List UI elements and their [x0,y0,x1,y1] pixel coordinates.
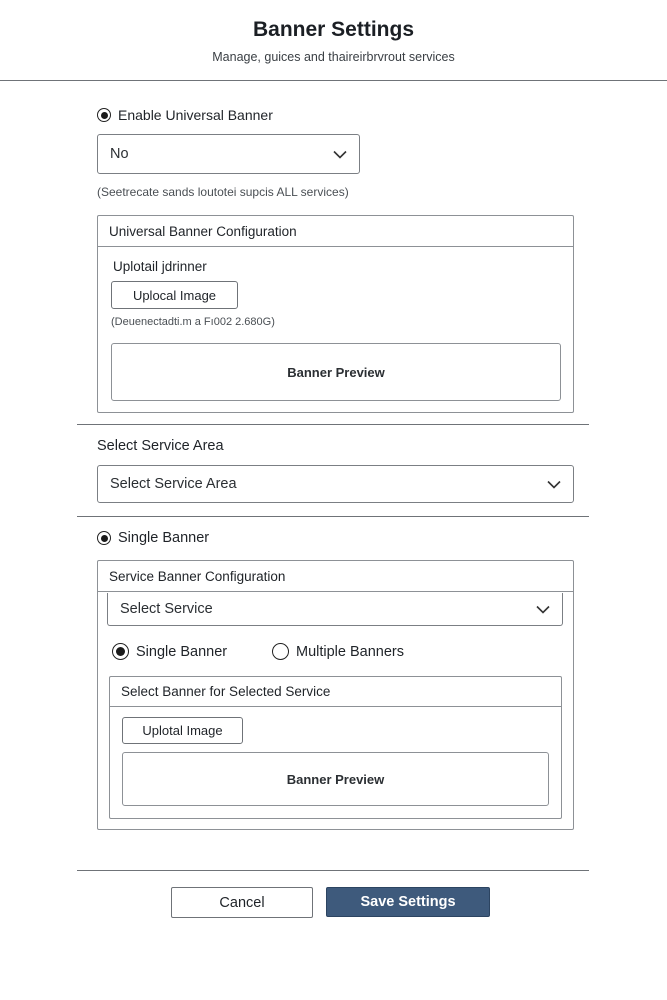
service-area-select-value: Select Service Area [110,476,237,492]
service-upload-image-button[interactable]: Uplotal Image [122,717,243,744]
service-select[interactable] [107,593,563,626]
service-config-panel-title: Service Banner Configuration [98,561,573,592]
universal-banner-select-value: No [110,146,129,162]
service-banner-preview: Banner Preview [122,752,549,806]
footer-divider [77,870,589,871]
page-subtitle: Manage, guices and thaireirbrvrout services [212,50,455,64]
universal-banner-radio-label: Enable Universal Banner [118,107,273,123]
cancel-button[interactable]: Cancel [171,887,313,918]
single-banner-radio-label: Single Banner [118,530,210,546]
option-multiple-banners[interactable] [272,643,404,660]
single-banner-radio[interactable] [97,530,209,546]
service-select-value: Select Service [120,601,213,617]
radio-selected-icon[interactable] [97,108,111,122]
option-multiple-banners-label: Multiple Banners [296,643,404,660]
header-divider [0,80,667,81]
chevron-down-icon [536,605,550,614]
service-area-select[interactable] [97,465,574,503]
chevron-down-icon [547,480,561,489]
radio-unselected-icon[interactable] [272,643,289,660]
chevron-down-icon [333,150,347,159]
radio-selected-icon[interactable] [112,643,129,660]
section-divider [77,516,589,517]
universal-file-hint: (Deuenectadti.m a Fı002 2.680G) [111,316,275,328]
universal-upload-image-button[interactable]: Uplocal Image [111,281,238,309]
universal-banner-select[interactable] [97,134,360,174]
selected-service-panel-title: Select Banner for Selected Service [110,677,561,707]
universal-banner-hint: (Seetrecate sands loutotei supcis ALL services) [97,185,349,199]
option-single-banner[interactable] [112,643,227,660]
section-divider [77,424,589,425]
service-area-label: Select Service Area [97,438,224,454]
universal-banner-preview: Banner Preview [111,343,561,401]
save-settings-button[interactable]: Save Settings [326,887,490,917]
option-single-banner-label: Single Banner [136,643,228,660]
universal-upload-label: Uplotail jdrinner [113,259,207,274]
radio-selected-icon[interactable] [97,531,111,545]
page-title: Banner Settings [252,18,415,41]
universal-banner-radio[interactable] [97,107,273,123]
universal-config-panel-title: Universal Banner Configuration [98,216,573,247]
